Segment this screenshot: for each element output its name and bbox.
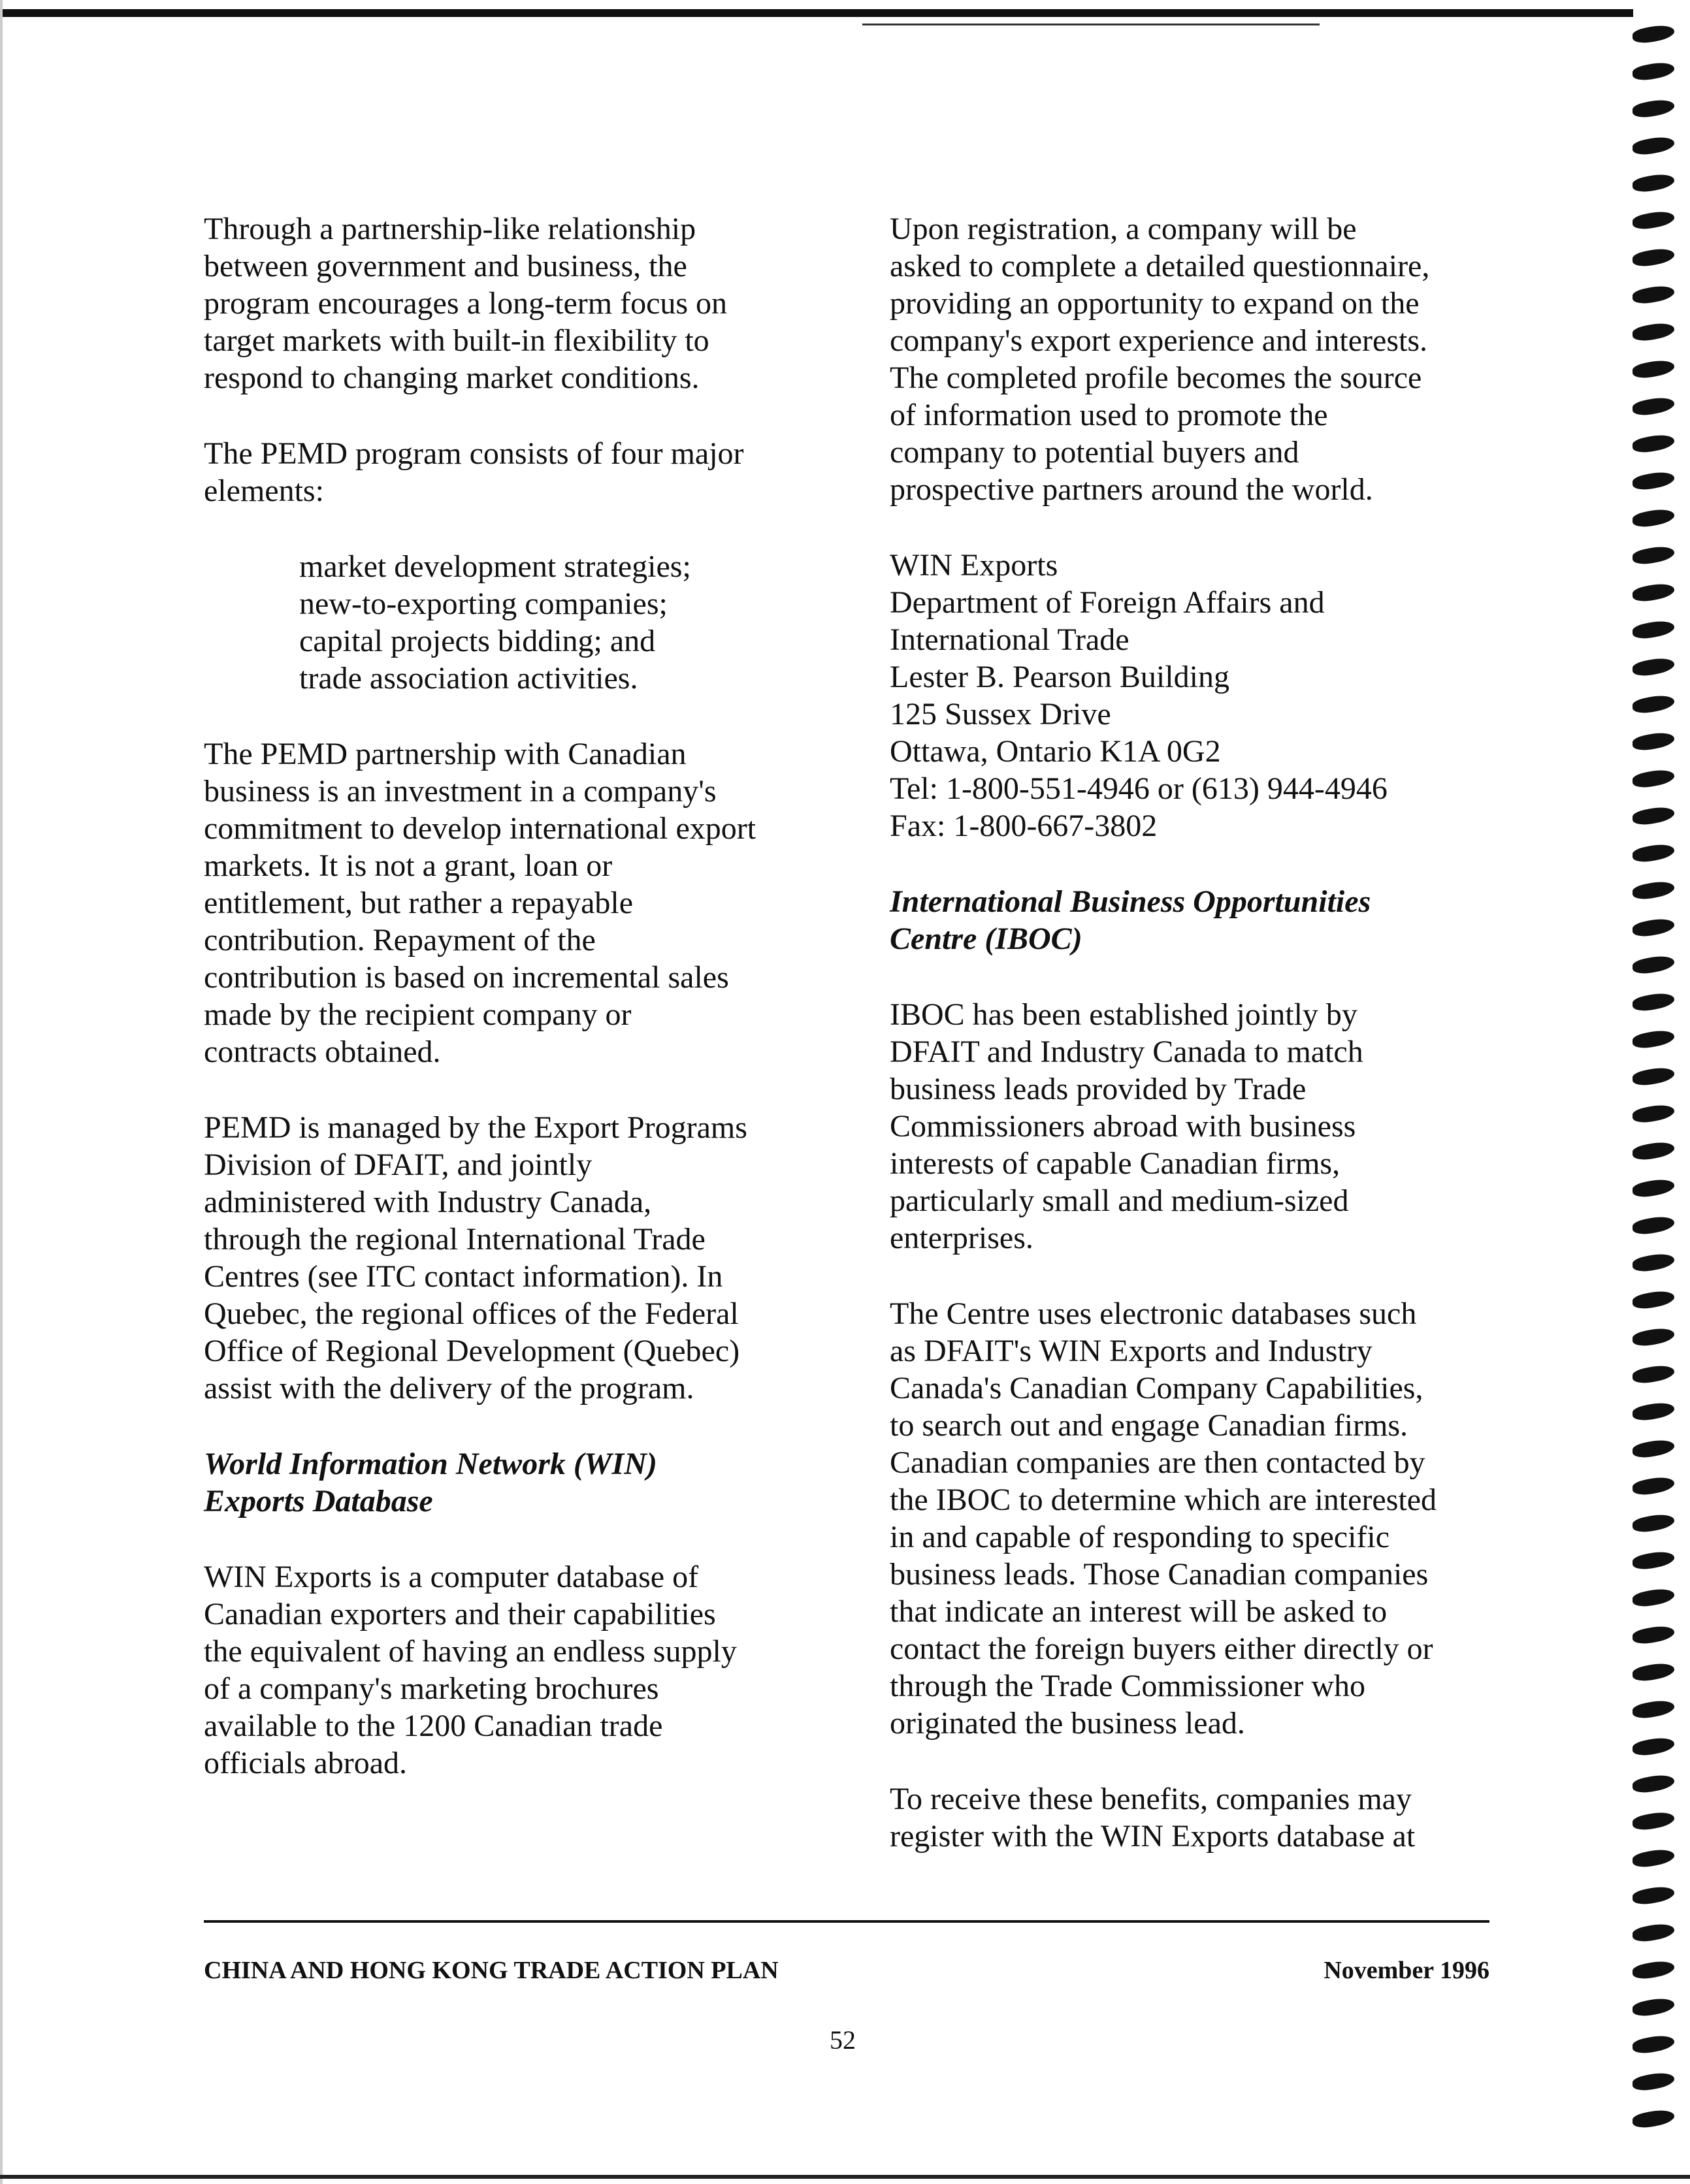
spiral-coil-icon bbox=[1633, 394, 1674, 419]
text-line: Through a partnership-like relationship bbox=[204, 212, 696, 246]
spiral-coil-icon bbox=[1633, 878, 1674, 903]
spiral-coil-icon bbox=[1633, 1883, 1674, 1908]
spiral-coil-icon bbox=[1633, 1808, 1674, 1833]
text-line: officials abroad. bbox=[204, 1746, 407, 1780]
paragraph-centre-databases bbox=[890, 1295, 1556, 1742]
text-line: program encourages a long-term focus on bbox=[204, 286, 728, 321]
footer-rule bbox=[204, 1920, 1489, 1923]
text-line: through the Trade Commissioner who bbox=[890, 1669, 1365, 1703]
address-line: International Trade bbox=[890, 622, 1129, 657]
text-line: company's export experience and interests. bbox=[890, 323, 1428, 358]
spiral-coil-icon bbox=[1633, 431, 1674, 456]
spiral-coil-icon bbox=[1633, 59, 1674, 84]
text-line: target markets with built-in flexibility to bbox=[204, 323, 709, 358]
spiral-coil-icon bbox=[1633, 506, 1674, 530]
spiral-coil-icon bbox=[1633, 729, 1674, 754]
scan-edge-top-secondary bbox=[862, 24, 1320, 25]
text-line: Upon registration, a company will be bbox=[890, 212, 1357, 246]
page-number: 52 bbox=[830, 2025, 856, 2055]
spiral-coil-icon bbox=[1633, 170, 1674, 195]
spiral-coil-icon bbox=[1633, 1362, 1674, 1387]
spiral-coil-icon bbox=[1633, 1101, 1674, 1126]
spiral-coil-icon bbox=[1633, 1176, 1674, 1200]
text-line: as DFAIT's WIN Exports and Industry bbox=[890, 1334, 1373, 1368]
spiral-coil-icon bbox=[1633, 1734, 1674, 1759]
spiral-coil-icon bbox=[1633, 1548, 1674, 1573]
address-line: Fax: 1-800-667-3802 bbox=[890, 809, 1158, 843]
text-line: The Centre uses electronic databases such bbox=[890, 1296, 1417, 1331]
address-line: WIN Exports bbox=[890, 548, 1058, 583]
spiral-coil-icon bbox=[1633, 319, 1674, 344]
text-line: markets. It is not a grant, loan or bbox=[204, 848, 613, 883]
text-line: originated the business lead. bbox=[890, 1706, 1245, 1741]
scan-edge-bottom bbox=[0, 2175, 1690, 2179]
spiral-coil-icon bbox=[1633, 2032, 1674, 2057]
text-line: company to potential buyers and bbox=[890, 435, 1299, 470]
address-line: Tel: 1-800-551-4946 or (613) 944-4946 bbox=[890, 771, 1388, 806]
text-line: that indicate an interest will be asked to bbox=[890, 1594, 1388, 1629]
heading-line: Centre (IBOC) bbox=[890, 922, 1082, 956]
text-line: PEMD is managed by the Export Programs bbox=[204, 1110, 747, 1145]
spiral-coil-icon bbox=[1633, 1585, 1674, 1610]
spiral-coil-icon bbox=[1633, 1660, 1674, 1684]
text-line: administered with Industry Canada, bbox=[204, 1185, 652, 1219]
spiral-coil-icon bbox=[1633, 468, 1674, 493]
spiral-coil-icon bbox=[1633, 1325, 1674, 1349]
spiral-coil-icon bbox=[1633, 1622, 1674, 1647]
spiral-coil-icon bbox=[1633, 96, 1674, 121]
address-line: Ottawa, Ontario K1A 0G2 bbox=[890, 734, 1221, 769]
text-line: interests of capable Canadian firms, bbox=[890, 1146, 1341, 1181]
text-line: DFAIT and Industry Canada to match bbox=[890, 1035, 1363, 1069]
text-line: contracts obtained. bbox=[204, 1035, 441, 1069]
section-heading-iboc bbox=[890, 883, 1556, 957]
spiral-coil-icon bbox=[1633, 766, 1674, 791]
text-line: enterprises. bbox=[890, 1221, 1033, 1255]
list-item: capital projects bidding; and bbox=[299, 624, 656, 658]
spiral-coil-icon bbox=[1633, 1511, 1674, 1535]
text-line: WIN Exports is a computer database of bbox=[204, 1560, 699, 1594]
text-line: the equivalent of having an endless supply bbox=[204, 1634, 737, 1669]
text-line: The PEMD program consists of four major bbox=[204, 436, 744, 471]
list-item: new-to-exporting companies; bbox=[299, 586, 668, 621]
text-line: contribution is based on incremental sales bbox=[204, 960, 729, 995]
text-line: made by the recipient company or bbox=[204, 997, 632, 1032]
spiral-coil-icon bbox=[1633, 543, 1674, 568]
footer-title: CHINA AND HONG KONG TRADE ACTION PLAN bbox=[204, 1957, 779, 1984]
spiral-coil-icon bbox=[1633, 989, 1674, 1014]
spiral-coil-icon bbox=[1633, 1771, 1674, 1796]
text-line: between government and business, the bbox=[204, 249, 687, 283]
text-line: elements: bbox=[204, 474, 324, 508]
spiral-coil-icon bbox=[1633, 1473, 1674, 1498]
spiral-coil-icon bbox=[1633, 2106, 1674, 2131]
spiral-coil-icon bbox=[1633, 1995, 1674, 2019]
spiral-coil-icon bbox=[1633, 1250, 1674, 1275]
spiral-coil-icon bbox=[1633, 1957, 1674, 1982]
spiral-coil-icon bbox=[1633, 841, 1674, 865]
address-block bbox=[890, 547, 1556, 844]
text-line: business leads provided by Trade bbox=[890, 1072, 1307, 1106]
heading-line: Exports Database bbox=[204, 1484, 433, 1518]
spiral-coil-icon bbox=[1633, 952, 1674, 977]
spiral-coil-icon bbox=[1633, 357, 1674, 381]
elements-list bbox=[204, 548, 870, 697]
list-item: trade association activities. bbox=[299, 661, 638, 696]
spiral-coil-icon bbox=[1633, 1697, 1674, 1722]
text-line: business leads. Those Canadian companies bbox=[890, 1557, 1429, 1592]
heading-line: World Information Network (WIN) bbox=[204, 1447, 657, 1481]
text-line: to search out and engage Canadian firms. bbox=[890, 1408, 1408, 1443]
text-line: The PEMD partnership with Canadian bbox=[204, 737, 687, 771]
text-line: in and capable of responding to specific bbox=[890, 1520, 1390, 1554]
spiral-coil-icon bbox=[1633, 1846, 1674, 1871]
spiral-coil-icon bbox=[1633, 1920, 1674, 1945]
spiral-coil-icon bbox=[1633, 133, 1674, 158]
spiral-coil-icon bbox=[1633, 1213, 1674, 1238]
paragraph-registration bbox=[890, 210, 1556, 508]
text-line: To receive these benefits, companies may bbox=[890, 1782, 1412, 1816]
text-line: Canadian companies are then contacted by bbox=[890, 1445, 1425, 1480]
address-line: Lester B. Pearson Building bbox=[890, 660, 1229, 694]
text-line: Canadian exporters and their capabilities bbox=[204, 1597, 716, 1631]
text-line: Division of DFAIT, and jointly bbox=[204, 1148, 593, 1182]
spiral-coil-icon bbox=[1633, 22, 1674, 46]
text-line: particularly small and medium-sized bbox=[890, 1183, 1349, 1218]
text-line: prospective partners around the world. bbox=[890, 472, 1373, 507]
text-line: of information used to promote the bbox=[890, 398, 1328, 432]
right-column bbox=[890, 210, 1556, 1893]
spiral-coil-icon bbox=[1633, 654, 1674, 679]
spiral-coil-icon bbox=[1633, 1436, 1674, 1461]
text-line: Commissioners abroad with business bbox=[890, 1109, 1356, 1144]
text-line: Centres (see ITC contact information). In bbox=[204, 1259, 723, 1294]
spiral-coil-icon bbox=[1633, 1138, 1674, 1163]
spiral-coil-icon bbox=[1633, 692, 1674, 716]
paragraph-pemd-elements bbox=[204, 435, 870, 509]
footer-date: November 1996 bbox=[1324, 1957, 1489, 1984]
text-line: the IBOC to determine which are interested bbox=[890, 1483, 1437, 1517]
spiral-coil-icon bbox=[1633, 1399, 1674, 1424]
address-line: Department of Foreign Affairs and bbox=[890, 585, 1325, 620]
text-line: assist with the delivery of the program. bbox=[204, 1371, 694, 1405]
text-line: The completed profile becomes the source bbox=[890, 361, 1422, 395]
paragraph-receive-benefits bbox=[890, 1780, 1556, 1855]
text-line: available to the 1200 Canadian trade bbox=[204, 1709, 663, 1743]
text-line: register with the WIN Exports database at bbox=[890, 1819, 1416, 1854]
spiral-coil-icon bbox=[1633, 2069, 1674, 2094]
section-heading-win bbox=[204, 1445, 870, 1520]
spiral-coil-icon bbox=[1633, 803, 1674, 828]
spiral-coil-icon bbox=[1633, 915, 1674, 940]
list-item: market development strategies; bbox=[299, 549, 691, 584]
text-line: entitlement, but rather a repayable bbox=[204, 886, 634, 920]
scan-edge-left bbox=[0, 0, 3, 2184]
text-line: of a company's marketing brochures bbox=[204, 1671, 659, 1706]
spiral-coil-icon bbox=[1633, 1027, 1674, 1052]
paragraph-win-exports bbox=[204, 1558, 870, 1782]
paragraph-pemd-managed bbox=[204, 1109, 870, 1407]
spiral-coil-icon bbox=[1633, 208, 1674, 233]
scan-edge-top bbox=[0, 9, 1633, 17]
text-line: Office of Regional Development (Quebec) bbox=[204, 1334, 740, 1368]
text-line: through the regional International Trade bbox=[204, 1222, 706, 1257]
heading-line: International Business Opportunities bbox=[890, 884, 1371, 919]
left-column bbox=[204, 210, 870, 1820]
spiral-coil-icon bbox=[1633, 580, 1674, 605]
text-line: providing an opportunity to expand on the bbox=[890, 286, 1420, 321]
paragraph-iboc-established bbox=[890, 996, 1556, 1257]
spiral-coil-icon bbox=[1633, 617, 1674, 642]
text-line: contribution. Repayment of the bbox=[204, 923, 596, 957]
text-line: business is an investment in a company's bbox=[204, 774, 717, 809]
paragraph-pemd-partnership bbox=[204, 735, 870, 1070]
spiral-coil-icon bbox=[1633, 1287, 1674, 1312]
spiral-coil-icon bbox=[1633, 245, 1674, 270]
text-line: commitment to develop international export bbox=[204, 811, 756, 846]
spiral-coil-icon bbox=[1633, 282, 1674, 307]
address-line: 125 Sussex Drive bbox=[890, 697, 1111, 731]
text-line: IBOC has been established jointly by bbox=[890, 997, 1357, 1032]
spiral-binding bbox=[1633, 26, 1681, 2175]
text-line: contact the foreign buyers either directly or bbox=[890, 1631, 1433, 1666]
text-line: Quebec, the regional offices of the Federal bbox=[204, 1296, 739, 1331]
paragraph-partnership bbox=[204, 210, 870, 396]
text-line: asked to complete a detailed questionnaire, bbox=[890, 249, 1430, 283]
spiral-coil-icon bbox=[1633, 1064, 1674, 1089]
text-line: respond to changing market conditions. bbox=[204, 361, 700, 395]
text-line: Canada's Canadian Company Capabilities, bbox=[890, 1371, 1423, 1405]
